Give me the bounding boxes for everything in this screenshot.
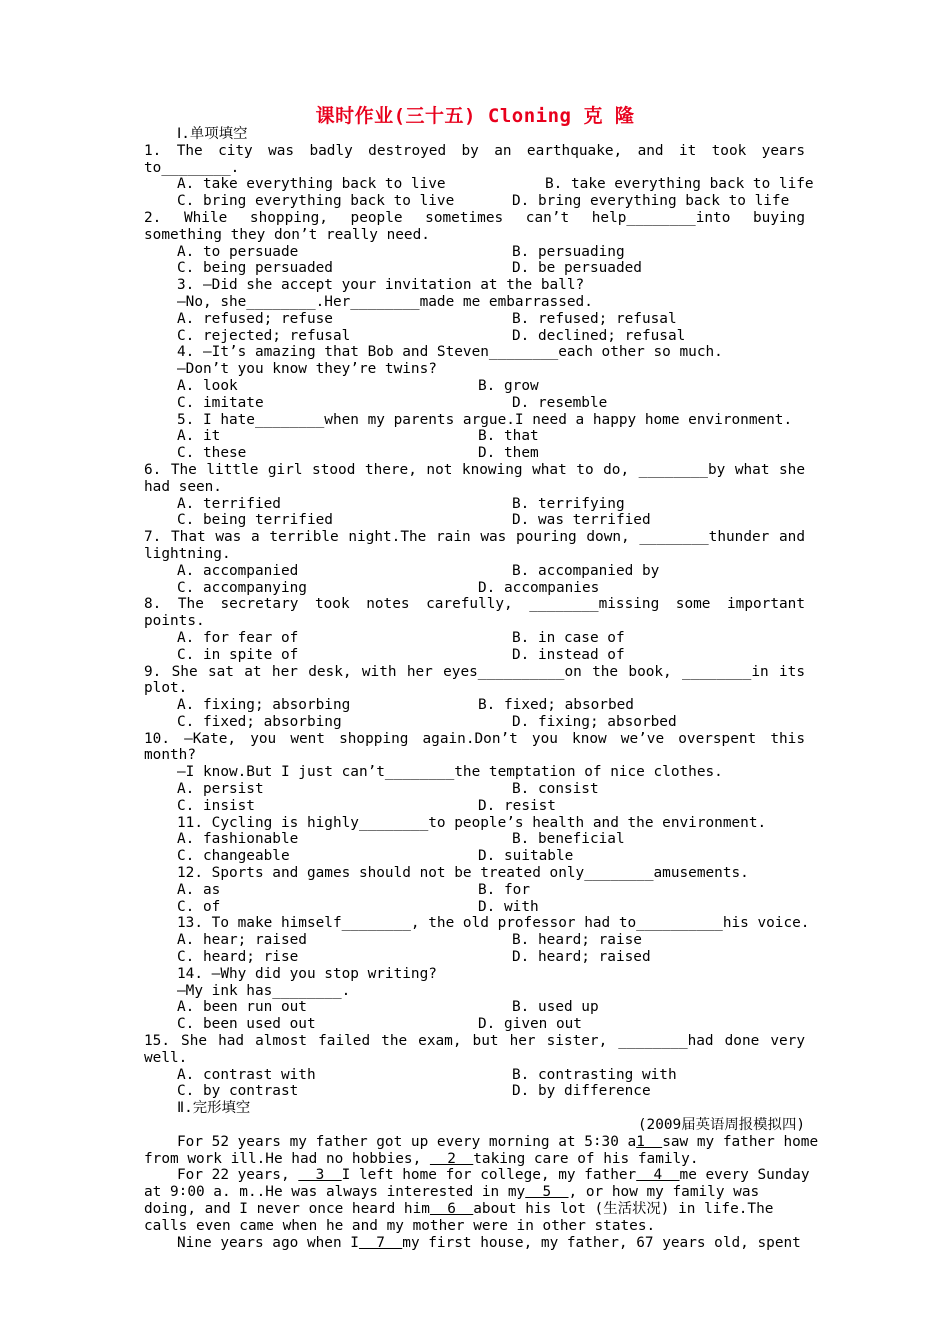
option-14a: A. been run out B. used up — [177, 999, 599, 1016]
option-1b: B. take everything back to life — [545, 176, 814, 193]
question-12: 12. Sports and games should not be treated only________amusements. — [177, 865, 749, 882]
option-13b: B. heard; raise — [512, 932, 642, 949]
question-2: 2. While shopping, people sometimes can’t help________into buying — [144, 209, 805, 226]
option-7a: A. accompanied B. accompanied by — [177, 562, 660, 579]
option-15d: D. by difference — [512, 1083, 651, 1100]
option-6a: A. terrified B. terrifying — [177, 495, 625, 512]
option-13a: A. hear; raised B. heard; raise — [177, 932, 642, 949]
option-4d: D. resemble — [512, 394, 608, 411]
option-7c: C. accompanying D. accompanies — [177, 579, 600, 596]
question-15: 15. She had almost failed the exam, but her sister, ________had done very — [144, 1033, 805, 1050]
option-3d: D. declined; refusal — [512, 327, 686, 344]
question-8-cont: points. — [144, 613, 205, 630]
option-10a: A. persist B. consist — [177, 781, 599, 798]
option-2c: C. being persuaded D. be persuaded — [177, 260, 642, 277]
option-1c: C. bring everything back to live D. bring everything back to life — [177, 193, 790, 210]
option-15a: A. contrast with B. contrasting with — [177, 1066, 677, 1083]
passage-line-2: from work ill.He had no hobbies, 2 taking care of his family. — [144, 1150, 699, 1167]
blank-5[interactable]: 5 — [525, 1184, 569, 1201]
passage-line-1: For 52 years my father got up every morning at 5∶30 a1 saw my father home — [177, 1133, 819, 1150]
question-3-cont: —No, she________.Her________made me embarrassed. — [177, 293, 593, 310]
option-12c: C. of D. with — [177, 898, 539, 915]
passage-line-3: For 22 years, 3 I left home for college, my father 4 me every Sunday — [177, 1167, 810, 1184]
section-heading-2: Ⅱ.完形填空 — [177, 1100, 251, 1117]
option-8a: A. for fear of B. in case of — [177, 629, 625, 646]
option-1a: A. take everything back to live B. take everything back to life — [177, 176, 814, 193]
option-1d: D. bring everything back to life — [512, 193, 790, 210]
option-5a: A. it B. that — [177, 428, 539, 445]
passage-line-7: Nine years ago when I 7 my first house, my father, 67 years old, spent — [177, 1234, 801, 1251]
option-2b: B. persuading — [512, 243, 625, 260]
option-3a: A. refused; refuse B. refused; refusal — [177, 310, 677, 327]
blank-2[interactable]: 2 — [429, 1150, 474, 1167]
question-1: 1. The city was badly destroyed by an earthquake, and it took years — [144, 142, 805, 159]
option-10d: D. resist — [478, 797, 556, 814]
question-6-cont: had seen. — [144, 478, 222, 495]
option-2a: A. to persuade B. persuading — [177, 243, 625, 260]
question-13: 13. To make himself________, the old professor had to__________his voice. — [177, 915, 810, 932]
blank-7[interactable]: 7 — [358, 1234, 403, 1251]
option-12a: A. as B. for — [177, 881, 530, 898]
question-1-cont: to________. — [144, 159, 240, 176]
question-10: 10. —Kate, you went shopping again.Don’t you know we’ve overspent this — [144, 730, 805, 747]
question-8: 8. The secretary took notes carefully, ________missing some important — [144, 596, 805, 613]
option-11b: B. beneficial — [512, 831, 625, 848]
blank-6[interactable]: 6 — [429, 1201, 474, 1217]
question-7: 7. That was a terrible night.The rain was pouring down, ________thunder and — [144, 529, 805, 546]
option-6b: B. terrifying — [512, 495, 625, 512]
option-8d: D. instead of — [512, 646, 625, 663]
document-body — [0, 126, 950, 1251]
passage-line-5: doing, and I never once heard him 6 about his lot (生活状况) in life.The — [144, 1201, 774, 1217]
option-14b: B. used up — [512, 999, 599, 1016]
option-2d: D. be persuaded — [512, 260, 642, 277]
option-11c: C. changeable D. suitable — [177, 848, 574, 865]
question-15-cont: well. — [144, 1049, 188, 1066]
question-14-reply: —My ink has________. — [177, 982, 351, 999]
question-9: 9. She sat at her desk, with her eyes__________on the book, ________in its — [144, 663, 805, 680]
option-7b: B. accompanied by — [512, 562, 660, 579]
page-title: 课时作业(三十五) Cloning 克 隆 — [315, 105, 635, 127]
blank-4[interactable]: 4 — [636, 1167, 680, 1184]
option-7d: D. accompanies — [478, 579, 600, 596]
passage-line-6: calls even came when he and my mother were in other states. — [144, 1217, 656, 1234]
question-10-reply: —I know.But I just can’t________the temptation of nice clothes. — [177, 764, 723, 781]
question-11: 11. Cycling is highly________to people’s health and the environment. — [177, 814, 767, 831]
option-12b: B. for — [478, 881, 530, 898]
option-4a: A. look B. grow — [177, 377, 539, 394]
question-4-cont: —Don’t you know they’re twins? — [177, 361, 437, 378]
option-4c: C. imitate D. resemble — [177, 394, 608, 411]
option-14d: D. given out — [478, 1016, 582, 1033]
option-5d: D. them — [478, 445, 539, 462]
question-3: 3. —Did she accept your invitation at the ball? — [177, 277, 585, 294]
blank-1[interactable]: 1 — [636, 1133, 663, 1150]
option-9d: D. fixing; absorbed — [512, 713, 677, 730]
question-2-cont: something they don’t really need. — [144, 226, 430, 243]
question-5: 5. I hate________when my parents argue.I need a happy home environment. — [177, 411, 793, 428]
option-14c: C. been used out D. given out — [177, 1016, 582, 1033]
option-8b: B. in case of — [512, 629, 625, 646]
option-10c: C. insist D. resist — [177, 797, 556, 814]
option-9a: A. fixing; absorbing B. fixed; absorbed — [177, 697, 634, 714]
option-12d: D. with — [478, 898, 539, 915]
option-13c: C. heard; rise D. heard; raised — [177, 949, 651, 966]
passage-line-4: at 9∶00 a. m..He was always interested in my 5 , or how my family was — [144, 1184, 760, 1201]
option-15b: B. contrasting with — [512, 1066, 677, 1083]
option-15c: C. by contrast D. by difference — [177, 1083, 651, 1100]
option-11d: D. suitable — [478, 848, 574, 865]
option-13d: D. heard; raised — [512, 949, 651, 966]
question-9-cont: plot. — [144, 680, 188, 697]
blank-3[interactable]: 3 — [298, 1167, 342, 1184]
option-5c: C. these D. them — [177, 445, 539, 462]
question-6: 6. The little girl stood there, not knowing what to do, ________by what she — [144, 461, 805, 478]
option-6d: D. was terrified — [512, 512, 651, 529]
option-11a: A. fashionable B. beneficial — [177, 831, 625, 848]
option-8c: C. in spite of D. instead of — [177, 646, 625, 663]
option-4b: B. grow — [478, 377, 539, 394]
option-3b: B. refused; refusal — [512, 310, 677, 327]
section-heading-1: Ⅰ.单项填空 — [177, 126, 248, 142]
option-10b: B. consist — [512, 781, 599, 798]
option-3c: C. rejected; refusal D. declined; refusal — [177, 327, 686, 344]
option-9c: C. fixed; absorbing D. fixing; absorbed — [177, 713, 677, 730]
question-4: 4. —It’s amazing that Bob and Steven________each other so much. — [177, 344, 723, 361]
option-9b: B. fixed; absorbed — [478, 697, 634, 714]
question-7-cont: lightning. — [144, 545, 231, 562]
option-5b: B. that — [478, 428, 539, 445]
option-6c: C. being terrified D. was terrified — [177, 512, 651, 529]
question-14: 14. —Why did you stop writing? — [177, 965, 437, 982]
question-10-cont: month? — [144, 747, 196, 764]
source-note: (2009届英语周报模拟四) — [637, 1117, 805, 1134]
